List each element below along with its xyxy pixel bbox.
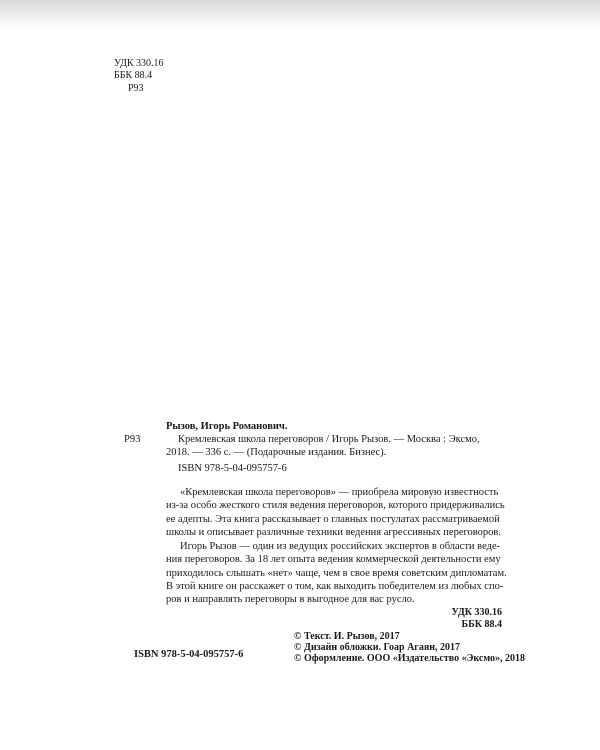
annotation-paragraph-2 (166, 540, 507, 606)
annotation-paragraph-1 (166, 486, 505, 539)
author-heading: Рызов, Игорь Романович. (166, 421, 288, 432)
copyright-layout: © Оформление. ООО «Издательство «Эксмо», 2018 (294, 653, 525, 664)
annotation-line: ров и направлять переговоры в выгодное для вас русло. (166, 594, 415, 606)
annotation-line: школы и описывает различные техники ведения агрессивных переговоров. (166, 526, 501, 538)
annotation-line: Игорь Рызов — один из ведущих российских экспертов в области веде- (180, 541, 501, 552)
annotation-line: ее адепты. Эта книга рассказывает о главных постулатах рассматриваемой (166, 513, 500, 525)
udk-code-bottom: УДК 330.16 (451, 607, 502, 618)
title-line-1: Кремлевская школа переговоров / Игорь Рызов. — Москва : Эксмо, (178, 434, 480, 445)
author-mark: Р93 (124, 434, 141, 445)
annotation-line: приходилось слышать «нет» чаще, чем в свое время советским дипломатам. (166, 567, 507, 579)
author-mark-top: Р93 (128, 83, 144, 94)
bbk-code-bottom: ББК 88.4 (461, 619, 502, 630)
annotation-line: из-за особо жесткого стиля ведения переговоров, которого придерживались (166, 500, 505, 512)
bbk-code-top: ББК 88.4 (114, 70, 153, 81)
isbn-record: ISBN 978-5-04-095757-6 (178, 463, 287, 474)
copyright-text: © Текст. И. Рызов, 2017 (294, 631, 400, 642)
copyright-design: © Дизайн обложки. Гоар Агаян, 2017 (294, 642, 461, 653)
title-line-2: 2018. — 336 с. — (Подарочные издания. Бизнес). (166, 447, 387, 458)
annotation-line: «Кремлевская школа переговоров» — приобрела мировую известность (180, 487, 499, 498)
isbn-footer: ISBN 978-5-04-095757-6 (134, 649, 244, 660)
annotation-line: В этой книге он расскажет о том, как выходить победителем из любых спо- (166, 580, 504, 592)
annotation-line: ния переговоров. За 18 лет опыта ведения коммерческой деятельности ему (166, 554, 501, 566)
udk-code-top: УДК 330.16 (114, 58, 164, 69)
